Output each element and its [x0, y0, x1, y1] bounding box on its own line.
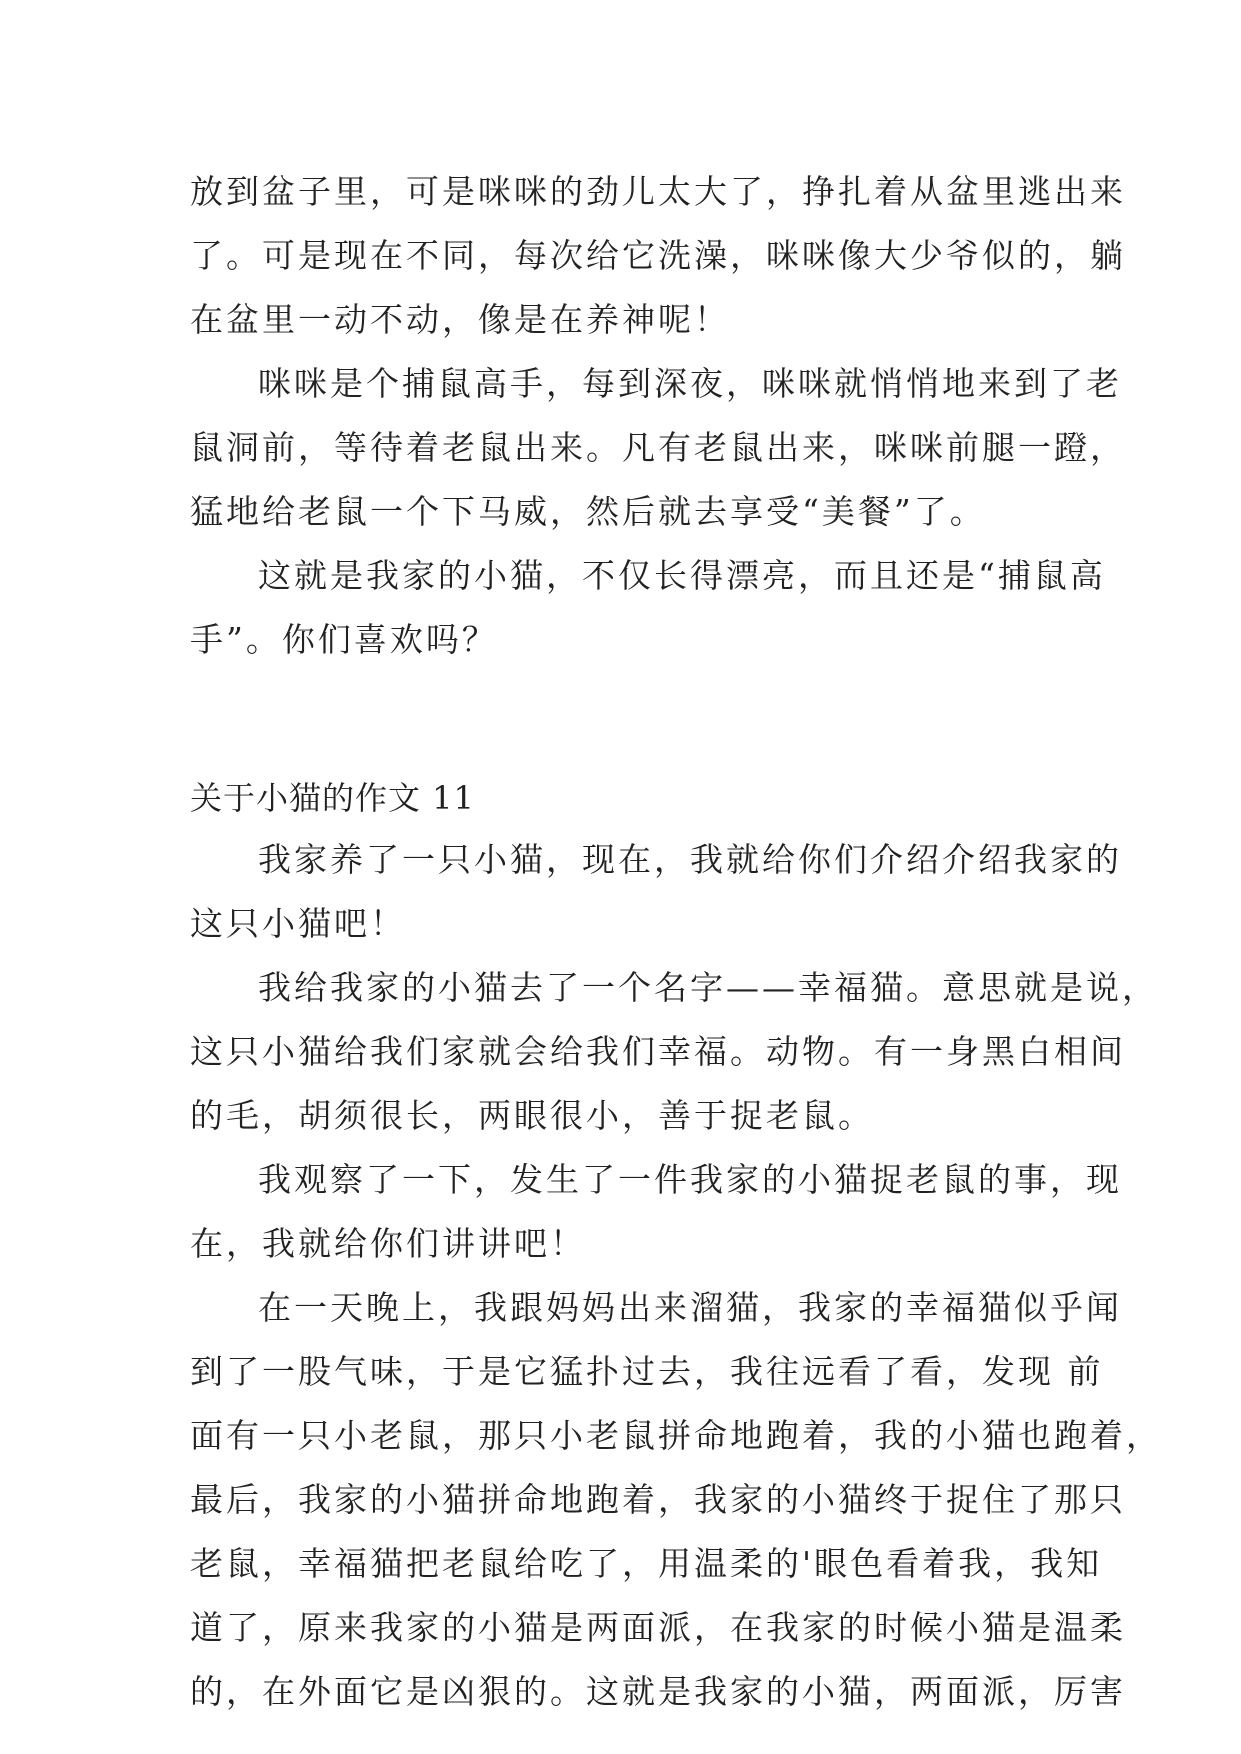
text-line: 道了，原来我家的小猫是两面派，在我家的时候小猫是温柔	[190, 1608, 1126, 1647]
text-line: 这就是我家的小猫，不仅长得漂亮，而且还是“捕鼠高	[258, 556, 1106, 595]
text-line: 这只小猫吧！	[190, 904, 406, 943]
text-line: 这只小猫给我们家就会给我们幸福。动物。有一身黑白相间	[190, 1032, 1126, 1071]
text-line: 我家养了一只小猫，现在，我就给你们介绍介绍我家的	[258, 840, 1122, 879]
text-line: 猛地给老鼠一个下马威，然后就去享受“美餐”了。	[190, 492, 986, 531]
text-line: 的毛，胡须很长，两眼很小，善于捉老鼠。	[190, 1096, 874, 1135]
text-line: 我观察了一下，发生了一件我家的小猫捉老鼠的事，现	[258, 1160, 1122, 1199]
paragraph-story	[190, 1276, 1162, 1724]
text-line: 我给我家的小猫去了一个名字——幸福猫。意思就是说，	[258, 968, 1158, 1007]
text-line: 咪咪是个捕鼠高手，每到深夜，咪咪就悄悄地来到了老	[258, 364, 1122, 403]
paragraph-mouse-catcher	[190, 352, 1126, 544]
paragraph-bathing	[190, 160, 1126, 352]
document-page	[190, 160, 1162, 1724]
text-line: 鼠洞前，等待着老鼠出来。凡有老鼠出来，咪咪前腿一蹬，	[190, 428, 1126, 467]
paragraph-name	[190, 956, 1158, 1148]
text-line: 最后，我家的小猫拼命地跑着，我家的小猫终于捉住了那只	[190, 1480, 1126, 1519]
text-line: 在一天晚上，我跟妈妈出来溜猫，我家的幸福猫似乎闻	[258, 1288, 1122, 1327]
text-line: 面有一只小老鼠，那只小老鼠拼命地跑着，我的小猫也跑着，	[190, 1416, 1162, 1455]
text-line: 到了一股气味，于是它猛扑过去，我往远看了看，发现 前	[190, 1352, 1104, 1391]
text-line: 了。可是现在不同，每次给它洗澡，咪咪像大少爷似的，躺	[190, 236, 1126, 275]
text-line: 在，我就给你们讲讲吧！	[190, 1224, 586, 1263]
text-line: 在盆里一动不动，像是在养神呢！	[190, 300, 730, 339]
paragraph-intro	[190, 828, 1122, 956]
section-title: 关于小猫的作文 11	[190, 779, 475, 817]
text-line: 放到盆子里，可是咪咪的劲儿太大了，挣扎着从盆里逃出来	[190, 172, 1126, 211]
text-line: 老鼠，幸福猫把老鼠给吃了，用温柔的'眼色看着我，我知	[190, 1544, 1103, 1583]
paragraph-conclusion	[190, 544, 1106, 672]
text-line: 手”。你们喜欢吗？	[190, 620, 498, 659]
paragraph-observation	[190, 1148, 1122, 1276]
section-gap	[190, 672, 1052, 768]
text-line: 的，在外面它是凶狠的。这就是我家的小猫，两面派，厉害	[190, 1672, 1126, 1711]
